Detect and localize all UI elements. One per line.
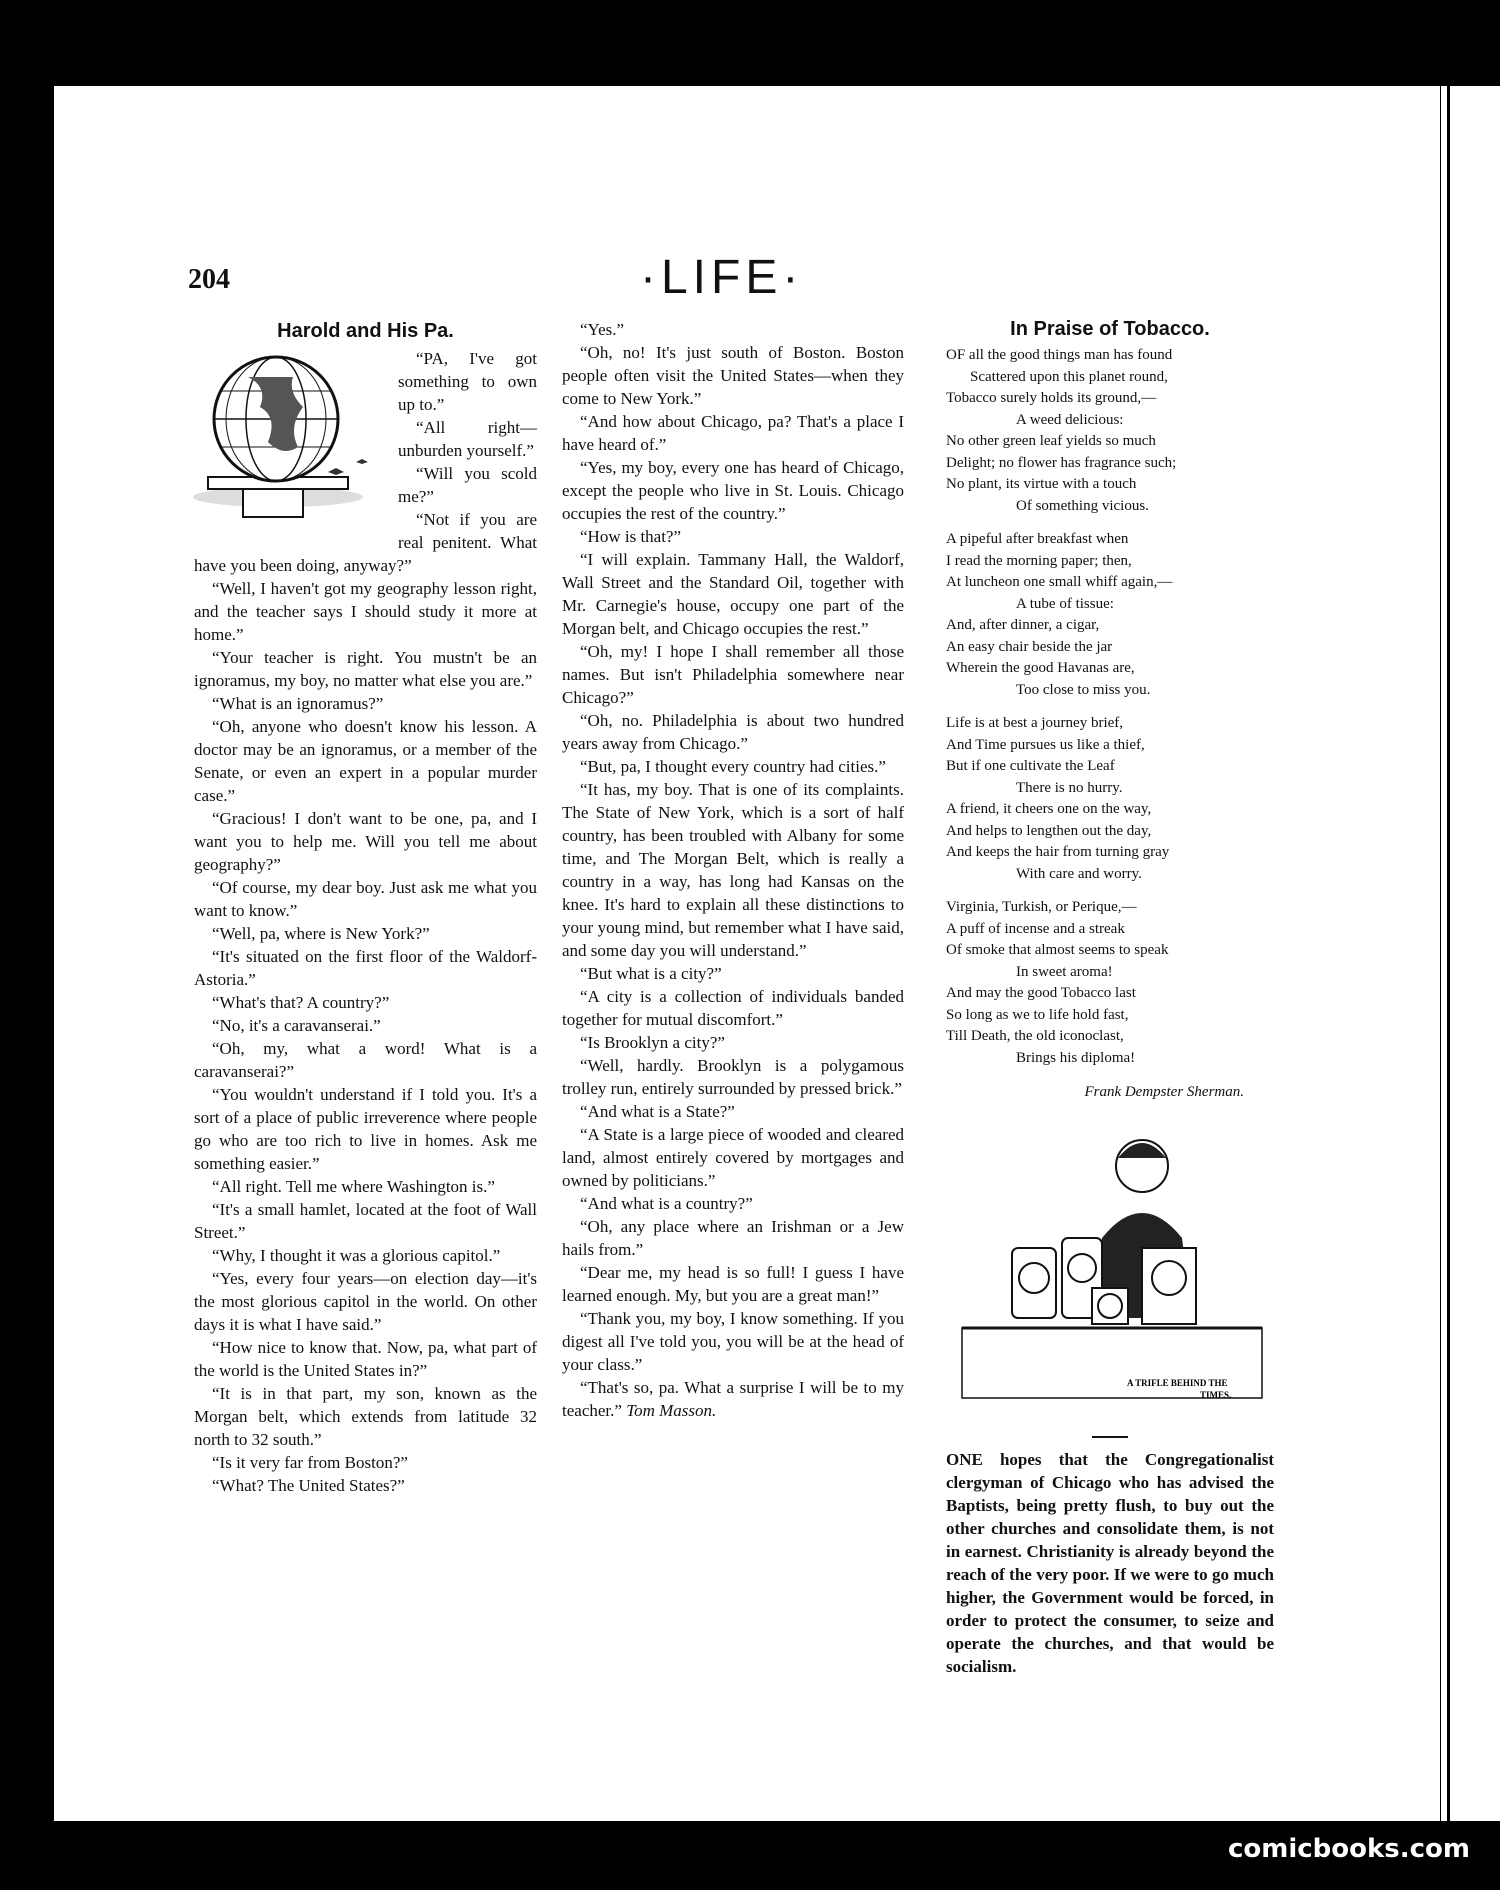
story-column-2 (562, 318, 904, 1422)
poem-line: And keeps the hair from turning gray (946, 844, 1170, 860)
poem-line: Of smoke that almost seems to speak (946, 942, 1169, 958)
poem-column (946, 318, 1274, 1678)
poem-line: And, after dinner, a cigar, (946, 617, 1100, 633)
poem-line: Too close to miss you. (1016, 681, 1151, 698)
story-paragraph: “Thank you, my boy, I know something. If you digest all I've told you, you will be at the head of your class.” (562, 1309, 904, 1374)
watermark: comicbooks.com (1227, 1834, 1470, 1864)
story-paragraph: “Oh, anyone who doesn't know his lesson. A doctor may be an ignoramus, or a member of the Senate, or even an expert in a popular murder case.” (194, 717, 537, 805)
poem-line: A puff of incense and a streak (946, 920, 1125, 937)
poem-line: There is no hurry. (1016, 779, 1123, 796)
story-paragraph: “What's that? A country?” (212, 993, 390, 1012)
story-paragraph: “Oh, my, what a word! What is a caravanserai?” (194, 1039, 537, 1081)
story-paragraph: “A city is a collection of individuals banded together for mutual discomfort.” (562, 987, 904, 1029)
story-title: Harold and His Pa. (277, 320, 454, 342)
poem-stanza (946, 713, 1274, 885)
poem-line: Of something vicious. (1016, 497, 1149, 514)
poem-line: No plant, its virtue with a touch (946, 476, 1137, 492)
story-paragraph: “That's so, pa. What a surprise I will be to my teacher.” Tom Masson. (562, 1378, 904, 1420)
story-paragraph: “Is Brooklyn a city?” (580, 1033, 725, 1052)
cartoon-illustration (942, 1118, 1272, 1418)
story-paragraph: “All right—unburden yourself.” (398, 418, 537, 460)
story-paragraph: “Of course, my dear boy. Just ask me what you want to know.” (194, 878, 537, 920)
story-paragraph: “And what is a State?” (580, 1102, 735, 1121)
poem-line: A weed delicious: (1016, 411, 1124, 428)
poem-line: Delight; no flower has fragrance such; (946, 454, 1177, 471)
story-paragraph: “Dear me, my head is so full! I guess I have learned enough. My, but you are a great man!” (562, 1263, 904, 1305)
poem-line: Scattered upon this planet round, (970, 368, 1168, 385)
poem-line: At luncheon one small whiff again,— (946, 574, 1173, 590)
poem-title: In Praise of Tobacco. (1010, 318, 1210, 340)
poem-line: A pipeful after breakfast when (946, 531, 1129, 547)
story-paragraph: “A State is a large piece of wooded and cleared land, almost entirely covered by mortgages and owned by politicians.” (562, 1125, 904, 1190)
poem-line: Wherein the good Havanas are, (946, 660, 1135, 676)
poem-line: And may the good Tobacco last (946, 985, 1136, 1001)
story-paragraph: “Oh, no. Philadelphia is about two hundred years away from Chicago.” (562, 711, 904, 753)
poem-stanza (946, 897, 1274, 1069)
story-paragraph: “It has, my boy. That is one of its complaints. The State of New York, which is a sort of half country, has been troubled with Albany for some time, and The Morgan Belt, which is really a country in a way, has long had Kansas on the knee. It's hard to explain all these distinctions to your young mind, but remember what I have said, and some day you will understand.” (562, 780, 904, 960)
page-edge (1441, 86, 1447, 1821)
story-paragraph: “Why, I thought it was a glorious capitol.” (212, 1246, 501, 1265)
story-paragraph: “No, it's a caravanserai.” (212, 1016, 381, 1035)
story-paragraph: “PA, I've got something to own up to.” (398, 349, 537, 414)
story-paragraph: “All right. Tell me where Washington is.” (212, 1177, 495, 1196)
story-paragraph: “Not if you are real penitent. What have you been doing, anyway?” (194, 510, 537, 575)
story-paragraph: “I will explain. Tammany Hall, the Waldorf, Wall Street and the Standard Oil, together with Mr. Carnegie's house, occupy one part of the Morgan belt, and Chicago occupies the rest.” (562, 550, 904, 638)
story-paragraph: “Yes, every four years—on election day—it's the most glorious capitol in the world. On other days it is what I have said.” (194, 1269, 537, 1334)
cartoon-caption-1: A TRIFLE BEHIND THE (1127, 1378, 1228, 1388)
story-paragraph: “How is that?” (580, 527, 682, 546)
poem-line: With care and worry. (1016, 865, 1142, 882)
editorial-paragraph: ONE hopes that the Congregationalist clergyman of Chicago who has advised the Baptists, being pretty flush, to buy out the other churches and consolidate them, is not in earnest. Christianity is already beyond the reach of the very poor. If we were to go much higher, the Government would be forced, in order to protect the consumer, to seize and operate the churches, and that would be socialism. (946, 1450, 1274, 1676)
story-paragraph: “Is it very far from Boston?” (212, 1453, 408, 1472)
story-paragraph: “Will you scold me?” (398, 464, 537, 506)
poem-line: An easy chair beside the jar (946, 638, 1113, 655)
poem-line: A tube of tissue: (1016, 595, 1114, 612)
poem-author: Frank Dempster Sherman. (1084, 1084, 1244, 1100)
poem-stanza (946, 345, 1274, 517)
masthead: ·LIFE· (640, 251, 804, 304)
poem-stanza (946, 529, 1274, 701)
cartoon-caption-2: TIMES. (1200, 1390, 1232, 1400)
poem-line: Tobacco surely holds its ground,— (946, 390, 1157, 406)
story-paragraph: “You wouldn't understand if I told you. It's a sort of a place of public irreverence where people go who are too rich to live in homes. Ask me something easier.” (194, 1085, 537, 1173)
poem-line: No other green leaf yields so much (946, 433, 1156, 449)
story-paragraph: “Well, pa, where is New York?” (212, 924, 430, 943)
section-divider (1092, 1436, 1128, 1438)
next-page-edge (1450, 86, 1500, 1821)
poem-line: And Time pursues us like a thief, (946, 736, 1145, 753)
story-paragraph: “But what is a city?” (580, 964, 722, 983)
poem-line: I read the morning paper; then, (946, 552, 1132, 569)
story-paragraph: “And how about Chicago, pa? That's a place I have heard of.” (562, 412, 904, 454)
story-paragraph: “Well, hardly. Brooklyn is a polygamous trolley run, entirely surrounded by pressed brick.” (562, 1056, 904, 1098)
poem-line: Till Death, the old iconoclast, (946, 1028, 1124, 1044)
story-paragraph: “Gracious! I don't want to be one, pa, and I want you to help me. Will you tell me about geography?” (194, 809, 537, 874)
page-number: 204 (188, 264, 230, 295)
story-paragraph: “It's a small hamlet, located at the foot of Wall Street.” (194, 1200, 537, 1242)
story-paragraph: “How nice to know that. Now, pa, what part of the world is the United States in?” (194, 1338, 537, 1380)
story-paragraph: “Oh, any place where an Irishman or a Jew hails from.” (562, 1217, 904, 1259)
story-paragraph: “What is an ignoramus?” (212, 694, 384, 713)
poem-line: A friend, it cheers one on the way, (946, 801, 1152, 817)
story-paragraph: “Oh, my! I hope I shall remember all those names. But isn't Philadelphia somewhere near Chicago?” (562, 642, 904, 707)
poem-line: But if one cultivate the Leaf (946, 758, 1115, 774)
poem-line: And helps to lengthen out the day, (946, 822, 1152, 839)
story-paragraph: “And what is a country?” (580, 1194, 753, 1213)
story-paragraph: “Oh, no! It's just south of Boston. Boston people often visit the United States—when they come to New York.” (562, 343, 904, 408)
story-paragraph: “What? The United States?” (212, 1476, 405, 1495)
story-paragraph: “But, pa, I thought every country had cities.” (580, 757, 886, 776)
story-author: Tom Masson. (621, 1401, 717, 1420)
poem-line: In sweet aroma! (1016, 963, 1113, 980)
story-paragraph: “Your teacher is right. You mustn't be an ignoramus, my boy, no matter what else you are.” (194, 648, 537, 690)
poem-line: So long as we to life hold fast, (946, 1006, 1129, 1023)
poem-line: Brings his diploma! (1016, 1049, 1136, 1066)
story-text-2 (562, 318, 904, 1422)
poem-line: Virginia, Turkish, or Perique,— (946, 899, 1137, 915)
story-paragraph: “Yes.” (580, 320, 625, 339)
story-paragraph: “Yes, my boy, every one has heard of Chicago, except the people who live in St. Louis. Chicago occupies the rest of the country.” (562, 458, 904, 523)
story-paragraph: “Well, I haven't got my geography lesson right, and the teacher says I should study it more at home.” (194, 579, 537, 644)
poem-line: OF all the good things man has found (946, 347, 1173, 363)
globe-illustration (188, 347, 388, 547)
story-paragraph: “It is in that part, my son, known as the Morgan belt, which extends from latitude 32 north to 32 south.” (194, 1384, 537, 1449)
story-paragraph: “It's situated on the first floor of the Waldorf-Astoria.” (194, 947, 537, 989)
poem-line: Life is at best a journey brief, (946, 715, 1124, 731)
story-column-1 (194, 320, 537, 1497)
poem-text (946, 345, 1274, 1069)
